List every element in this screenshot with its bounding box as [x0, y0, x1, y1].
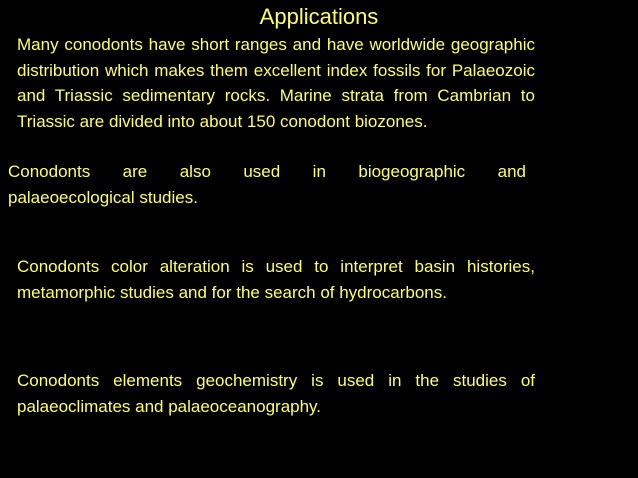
slide-title: Applications — [259, 4, 379, 29]
paragraph-biogeographic — [8, 159, 526, 210]
paragraph-index-fossils: Many conodonts have short ranges and have worldwide geographic distribution which makes them excellent index fossils for Palaeozoic and Triassic sedimentary rocks. Marine strata from Cambrian to Triassic are divided into about 150 conodont biozones. — [17, 35, 535, 131]
paragraph-biogeographic-line2: palaeoecological studies. — [8, 187, 198, 207]
paragraph-biogeographic-line1: Conodonts are also used in biogeographic and — [8, 162, 526, 181]
paragraph-color-alteration: Conodonts color alteration is used to interpret basin histories, metamorphic studies and for the search of hydrocarbons. — [17, 257, 535, 302]
paragraph-geochemistry: Conodonts elements geochemistry is used in the studies of palaeoclimates and palaeoceanography. — [17, 371, 535, 416]
